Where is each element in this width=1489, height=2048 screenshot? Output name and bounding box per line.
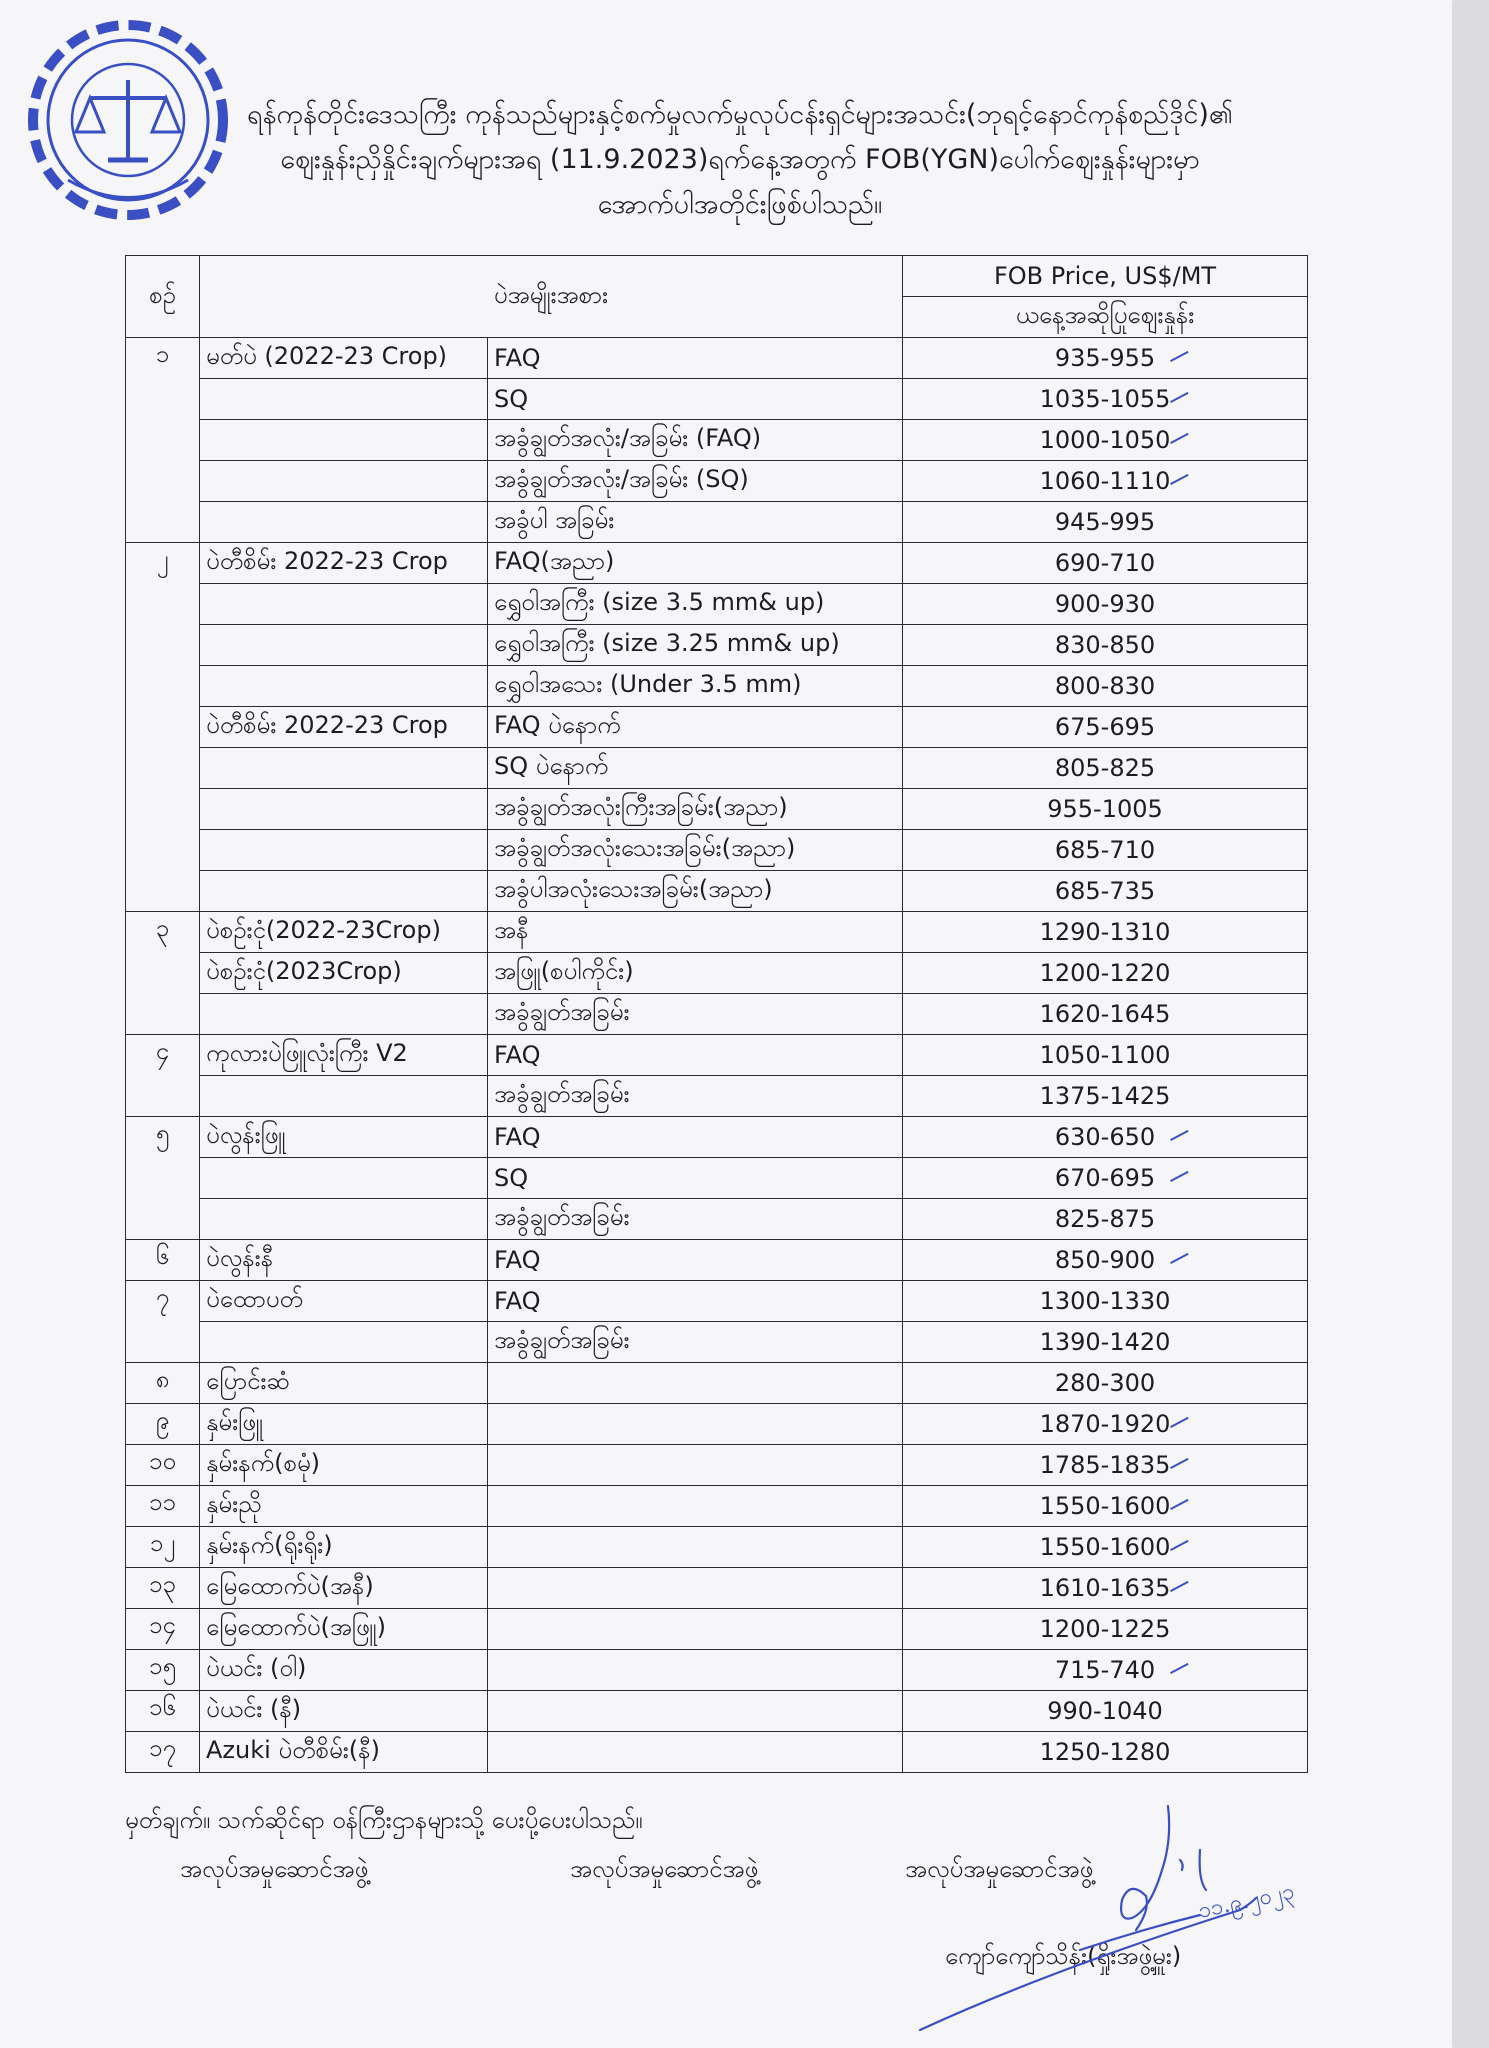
handwritten-signature <box>900 1800 1360 2040</box>
price-value: 1060-1110 <box>1039 467 1171 495</box>
row-item-name: နှမ်းနက်(စမုံ) <box>200 1445 488 1486</box>
row-price <box>903 1035 1308 1076</box>
row-price <box>903 912 1308 953</box>
table-row <box>126 871 1308 912</box>
table-row <box>126 1609 1308 1650</box>
row-item-name <box>200 420 488 461</box>
row-serial-number: ၉ <box>126 1404 200 1445</box>
row-serial-number: ၈ <box>126 1363 200 1404</box>
row-price <box>903 953 1308 994</box>
price-value: 630-650 <box>1054 1123 1156 1151</box>
table-row <box>126 1035 1308 1076</box>
table-row <box>126 1363 1308 1404</box>
price-value: 805-825 <box>1054 754 1156 782</box>
row-grade: FAQ <box>488 1240 903 1281</box>
row-serial-number: ၁၅ <box>126 1650 200 1691</box>
row-grade: အခွံချွတ်အလုံး/အခြမ်း (FAQ) <box>488 420 903 461</box>
table-row <box>126 1199 1308 1240</box>
table-row <box>126 1445 1308 1486</box>
price-table <box>125 255 1308 1773</box>
heading-line-1: ရန်ကုန်တိုင်းဒေသကြီး ကုန်သည်များနှင့်စက်မှုလက်မှုလုပ်ငန်းရှင်များအသင်း(ဘုရင့်နောင်ကုန်စည်ဒိုင်)၏ <box>247 99 1233 130</box>
row-item-name <box>200 1076 488 1117</box>
price-value: 850-900 <box>1054 1246 1156 1274</box>
price-value: 675-695 <box>1054 713 1156 741</box>
price-value: 1050-1100 <box>1039 1041 1171 1069</box>
row-price <box>903 1527 1308 1568</box>
row-item-name: ပဲလွန်းဖြူ <box>200 1117 488 1158</box>
row-serial-number: ၁၃ <box>126 1568 200 1609</box>
row-grade: ရွှေဝါအကြီး (size 3.5 mm& up) <box>488 584 903 625</box>
row-price <box>903 338 1308 379</box>
signature-label-1: အလုပ်အမှုဆောင်အဖွဲ့ <box>180 1855 369 1883</box>
price-value: 1300-1330 <box>1039 1287 1171 1315</box>
signature-label-3: အလုပ်အမှုဆောင်အဖွဲ့ <box>905 1855 1094 1883</box>
table-row <box>126 1076 1308 1117</box>
row-item-name: မတ်ပဲ (2022-23 Crop) <box>200 338 488 379</box>
check-mark-icon <box>1165 342 1188 362</box>
row-serial-number: ၁ <box>126 338 200 543</box>
table-row <box>126 830 1308 871</box>
row-price <box>903 379 1308 420</box>
row-serial-number: ၁၁ <box>126 1486 200 1527</box>
column-header-fob: FOB Price, US$/MT <box>903 256 1308 297</box>
price-value: 280-300 <box>1054 1369 1156 1397</box>
row-item-name <box>200 789 488 830</box>
row-price <box>903 584 1308 625</box>
footer-note: မှတ်ချက်။ သက်ဆိုင်ရာ ဝန်ကြီးဌာနများသို့ ပေးပို့ပေးပါသည်။ <box>125 1806 643 1834</box>
row-price <box>903 748 1308 789</box>
price-table-body <box>126 338 1308 1773</box>
row-grade <box>488 1486 903 1527</box>
row-grade: SQ ပဲနောက် <box>488 748 903 789</box>
table-row <box>126 1650 1308 1691</box>
heading-line-3: အောက်ပါအတိုင်းဖြစ်ပါသည်။ <box>597 189 883 220</box>
row-item-name: နှမ်းညို <box>200 1486 488 1527</box>
row-item-name: ပဲထောပတ် <box>200 1281 488 1322</box>
row-grade: ရွှေဝါအသေး (Under 3.5 mm) <box>488 666 903 707</box>
row-grade: FAQ <box>488 1281 903 1322</box>
price-value: 825-875 <box>1054 1205 1156 1233</box>
row-price <box>903 1650 1308 1691</box>
row-price <box>903 1240 1308 1281</box>
row-serial-number: ၁၂ <box>126 1527 200 1568</box>
row-price <box>903 707 1308 748</box>
signer-name: ကျော်ကျော်သိန်း(ရှိုးအဖွဲ့မှူး) <box>945 1942 1182 1970</box>
price-value: 1250-1280 <box>1039 1738 1171 1766</box>
price-value: 685-735 <box>1054 877 1156 905</box>
row-grade <box>488 1609 903 1650</box>
document-heading <box>140 92 1340 227</box>
table-row <box>126 543 1308 584</box>
row-serial-number: ၇ <box>126 1281 200 1363</box>
heading-line-2: ဈေးနှုန်းညှိနှိုင်းချက်များအရ (11.9.2023)ရက်နေ့အတွက် FOB(YGN)ပေါက်ဈေးနှုန်းများမှာ <box>280 144 1200 175</box>
table-row <box>126 1527 1308 1568</box>
table-row <box>126 1486 1308 1527</box>
row-serial-number: ၃ <box>126 912 200 1035</box>
row-item-name: ပဲတီစိမ်း 2022-23 Crop <box>200 707 488 748</box>
row-price <box>903 1158 1308 1199</box>
price-value: 690-710 <box>1054 549 1156 577</box>
price-value: 1000-1050 <box>1039 426 1171 454</box>
row-price <box>903 1363 1308 1404</box>
row-item-name: ပဲလွန်းနီ <box>200 1240 488 1281</box>
table-row <box>126 748 1308 789</box>
row-item-name: နှမ်းနက်(ရိုးရိုး) <box>200 1527 488 1568</box>
price-value: 1290-1310 <box>1039 918 1171 946</box>
row-price <box>903 830 1308 871</box>
row-item-name <box>200 1322 488 1363</box>
row-item-name <box>200 994 488 1035</box>
row-item-name: ပဲစဉ်းငုံ(2023Crop) <box>200 953 488 994</box>
row-price <box>903 871 1308 912</box>
price-value: 1610-1635 <box>1039 1574 1171 1602</box>
row-grade: ရွှေဝါအကြီး (size 3.25 mm& up) <box>488 625 903 666</box>
row-grade: အခွံချွတ်အခြမ်း <box>488 1199 903 1240</box>
table-row <box>126 953 1308 994</box>
price-value: 1390-1420 <box>1039 1328 1171 1356</box>
row-item-name: မြေထောက်ပဲ(အနီ) <box>200 1568 488 1609</box>
row-price <box>903 1322 1308 1363</box>
row-grade <box>488 1527 903 1568</box>
table-row <box>126 789 1308 830</box>
table-row <box>126 1158 1308 1199</box>
check-mark-icon <box>1165 1162 1188 1182</box>
row-price <box>903 1732 1308 1773</box>
table-row <box>126 1404 1308 1445</box>
row-grade: FAQ <box>488 338 903 379</box>
row-item-name: Azuki ပဲတီစိမ်း(နီ) <box>200 1732 488 1773</box>
table-row <box>126 502 1308 543</box>
row-item-name <box>200 584 488 625</box>
table-row <box>126 1322 1308 1363</box>
column-header-no: စဉ် <box>126 256 200 338</box>
price-value: 990-1040 <box>1047 1697 1163 1725</box>
row-item-name: ပဲယင်း (ဝါ) <box>200 1650 488 1691</box>
row-grade: အခွံချွတ်အခြမ်း <box>488 994 903 1035</box>
row-price <box>903 420 1308 461</box>
row-item-name: မြေထောက်ပဲ(အဖြူ) <box>200 1609 488 1650</box>
row-price <box>903 789 1308 830</box>
row-item-name <box>200 379 488 420</box>
row-grade: FAQ(အညာ) <box>488 543 903 584</box>
row-item-name: ပဲစဉ်းငုံ(2022-23Crop) <box>200 912 488 953</box>
row-grade: အခွံပါ အခြမ်း <box>488 502 903 543</box>
row-grade: FAQ <box>488 1117 903 1158</box>
table-row <box>126 1691 1308 1732</box>
price-value: 685-710 <box>1054 836 1156 864</box>
price-value: 1550-1600 <box>1039 1492 1171 1520</box>
row-item-name: ပဲတီစိမ်း 2022-23 Crop <box>200 543 488 584</box>
table-row <box>126 1568 1308 1609</box>
price-value: 900-930 <box>1054 590 1156 618</box>
row-price <box>903 543 1308 584</box>
row-grade <box>488 1404 903 1445</box>
row-grade <box>488 1363 903 1404</box>
row-serial-number: ၅ <box>126 1117 200 1240</box>
row-price <box>903 1076 1308 1117</box>
row-grade: FAQ <box>488 1035 903 1076</box>
price-value: 1375-1425 <box>1039 1082 1171 1110</box>
table-row <box>126 338 1308 379</box>
row-serial-number: ၄ <box>126 1035 200 1117</box>
price-value: 1200-1225 <box>1039 1615 1171 1643</box>
table-row <box>126 666 1308 707</box>
row-grade: SQ <box>488 379 903 420</box>
row-item-name <box>200 748 488 789</box>
price-value: 1870-1920 <box>1039 1410 1171 1438</box>
row-item-name <box>200 461 488 502</box>
row-grade: အခွံချွတ်အခြမ်း <box>488 1076 903 1117</box>
row-item-name: ကုလားပဲဖြူလုံးကြီး V2 <box>200 1035 488 1076</box>
row-serial-number: ၆ <box>126 1240 200 1281</box>
check-mark-icon <box>1165 1654 1188 1674</box>
price-value: 1620-1645 <box>1039 1000 1171 1028</box>
price-value: 1550-1600 <box>1039 1533 1171 1561</box>
price-value: 945-995 <box>1054 508 1156 536</box>
row-item-name <box>200 830 488 871</box>
row-price <box>903 502 1308 543</box>
row-grade <box>488 1568 903 1609</box>
row-item-name: နှမ်းဖြူ <box>200 1404 488 1445</box>
row-item-name: ပြောင်းဆံ <box>200 1363 488 1404</box>
price-value: 1200-1220 <box>1039 959 1171 987</box>
page-edge <box>1455 0 1489 2048</box>
row-price <box>903 1281 1308 1322</box>
row-price <box>903 461 1308 502</box>
table-row <box>126 625 1308 666</box>
price-value: 1035-1055 <box>1039 385 1171 413</box>
row-price <box>903 1445 1308 1486</box>
row-price <box>903 1117 1308 1158</box>
row-price <box>903 1609 1308 1650</box>
row-serial-number: ၂ <box>126 543 200 912</box>
row-price <box>903 1486 1308 1527</box>
table-row <box>126 994 1308 1035</box>
row-price <box>903 666 1308 707</box>
table-row <box>126 420 1308 461</box>
row-grade <box>488 1445 903 1486</box>
price-value: 955-1005 <box>1047 795 1163 823</box>
column-header-today: ယနေ့အဆိုပြုဈေးနှုန်း <box>903 297 1308 338</box>
table-row <box>126 1240 1308 1281</box>
row-price <box>903 625 1308 666</box>
signature-label-2: အလုပ်အမှုဆောင်အဖွဲ့ <box>570 1855 759 1883</box>
row-grade: အနီ <box>488 912 903 953</box>
table-row <box>126 584 1308 625</box>
row-grade <box>488 1691 903 1732</box>
price-value: 715-740 <box>1054 1656 1156 1684</box>
row-item-name <box>200 1158 488 1199</box>
row-item-name: ပဲယင်း (နီ) <box>200 1691 488 1732</box>
row-grade: အဖြူ(စပါကိုင်း) <box>488 953 903 994</box>
row-grade: အခွံပါအလုံးသေးအခြမ်း(အညာ) <box>488 871 903 912</box>
row-grade: SQ <box>488 1158 903 1199</box>
row-item-name <box>200 1199 488 1240</box>
price-value: 1785-1835 <box>1039 1451 1171 1479</box>
row-item-name <box>200 871 488 912</box>
table-row <box>126 912 1308 953</box>
row-price <box>903 1568 1308 1609</box>
table-row <box>126 1117 1308 1158</box>
table-row <box>126 1732 1308 1773</box>
price-value: 830-850 <box>1054 631 1156 659</box>
table-row <box>126 379 1308 420</box>
price-value: 800-830 <box>1054 672 1156 700</box>
row-serial-number: ၁၆ <box>126 1691 200 1732</box>
row-price <box>903 994 1308 1035</box>
row-serial-number: ၁၄ <box>126 1609 200 1650</box>
check-mark-icon <box>1165 1121 1188 1141</box>
row-serial-number: ၁၇ <box>126 1732 200 1773</box>
column-header-item: ပဲအမျိုးအစား <box>200 256 903 338</box>
row-grade: FAQ ပဲနောက် <box>488 707 903 748</box>
check-mark-icon <box>1165 1244 1188 1264</box>
table-row <box>126 707 1308 748</box>
price-value: 935-955 <box>1054 344 1156 372</box>
row-grade <box>488 1650 903 1691</box>
table-row <box>126 1281 1308 1322</box>
signature-date: ၁၁.၉.၂၀၂၃ <box>1196 1879 1297 1924</box>
row-price <box>903 1199 1308 1240</box>
row-price <box>903 1404 1308 1445</box>
row-grade <box>488 1732 903 1773</box>
row-item-name <box>200 502 488 543</box>
price-value: 670-695 <box>1054 1164 1156 1192</box>
row-serial-number: ၁၀ <box>126 1445 200 1486</box>
table-row <box>126 461 1308 502</box>
row-price <box>903 1691 1308 1732</box>
row-item-name <box>200 625 488 666</box>
row-grade: အခွံချွတ်အလုံးကြီးအခြမ်း(အညာ) <box>488 789 903 830</box>
row-item-name <box>200 666 488 707</box>
row-grade: အခွံချွတ်အလုံးသေးအခြမ်း(အညာ) <box>488 830 903 871</box>
row-grade: အခွံချွတ်အလုံး/အခြမ်း (SQ) <box>488 461 903 502</box>
row-grade: အခွံချွတ်အခြမ်း <box>488 1322 903 1363</box>
